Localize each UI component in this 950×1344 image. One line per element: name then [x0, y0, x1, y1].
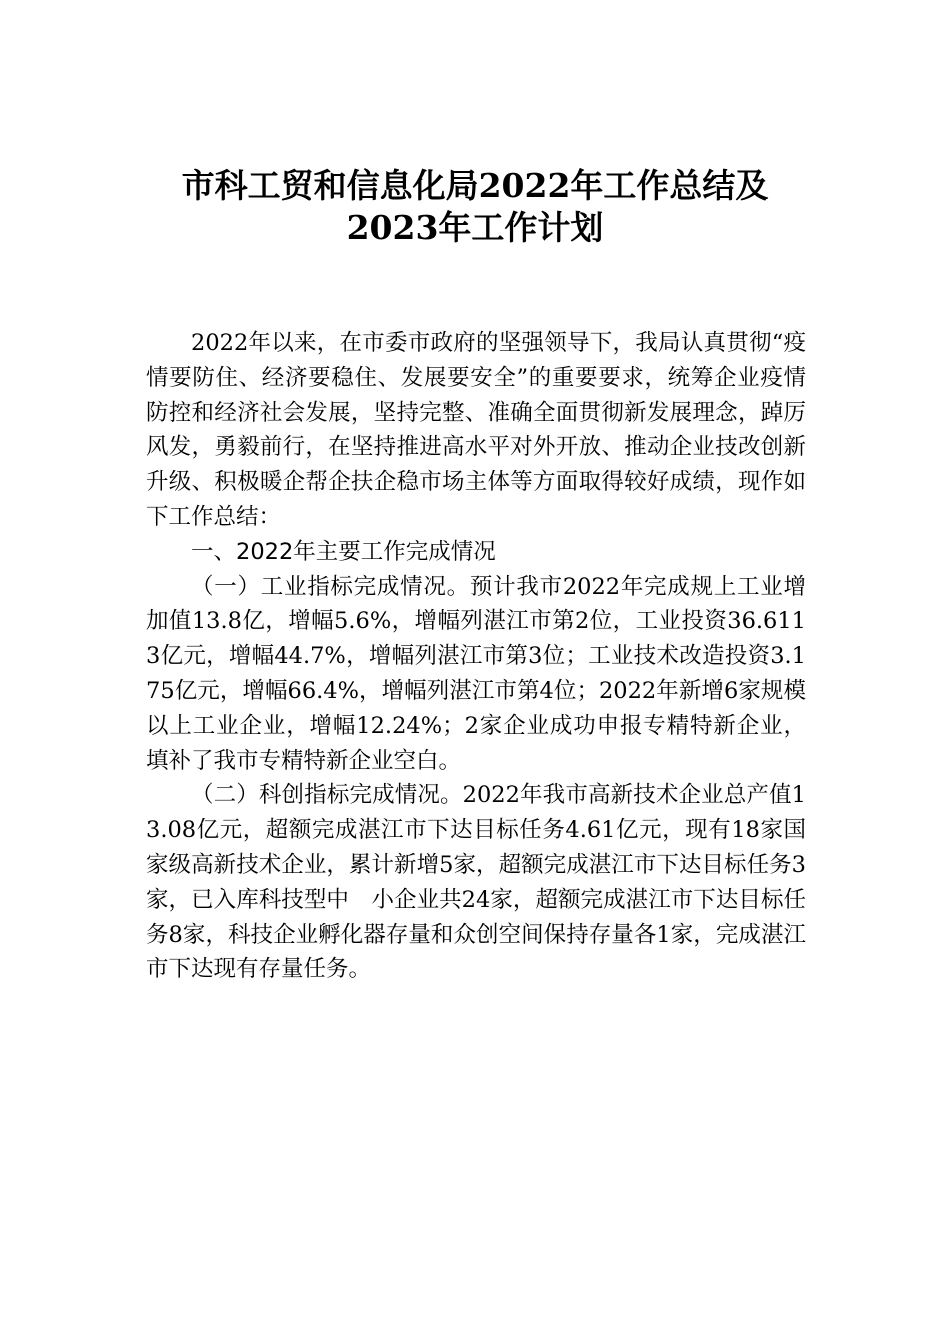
document-body — [146, 326, 806, 987]
innovation-indicators-paragraph: （二）科创指标完成情况。2022年我市高新技术企业总产值13.08亿元，超额完成湛江市下达目标任务4.61亿元，现有18家国家级高新技术企业，累计新增5家，超额完成湛江市下达目标任务3家，已入库科技型中 小企业共24家，超额完成湛江市下达目标任务8家，科技企业孵化器存量和众创空间保持存量各1家，完成湛江市下达现有存量任务。 — [146, 782, 806, 983]
industrial-indicators-paragraph: （一）工业指标完成情况。预计我市2022年完成规上工业增加值13.8亿，增幅5.6%，增幅列湛江市第2位，工业投资36.6113亿元，增幅44.7%，增幅列湛江市第3位；工业技术改造投资3.175亿元，增幅66.4%，增幅列湛江市第4位；2022年新增6家规模以上工业企业，增幅12.24%；2家企业成功申报专精特新企业，填补了我市专精特新企业空白。 — [146, 573, 806, 774]
document-title-line-2: 2023年工作计划 — [346, 208, 604, 247]
intro-paragraph: 2022年以来，在市委市政府的坚强领导下，我局认真贯彻“疫情要防住、经济要稳住、发展要安全”的重要要求，统筹企业疫情防控和经济社会发展，坚持完整、准确全面贯彻新发展理念，踔厉风发，勇毅前行，在坚持推进高水平对外开放、推动企业技改创新升级、积极暖企帮企扶企稳市场主体等方面取得较好成绩，现作如下工作总结： — [146, 330, 806, 530]
section-heading-1: 一、2022年主要工作完成情况 — [191, 538, 496, 565]
document-title-line-1: 市科工贸和信息化局2022年工作总结及 — [181, 166, 769, 205]
